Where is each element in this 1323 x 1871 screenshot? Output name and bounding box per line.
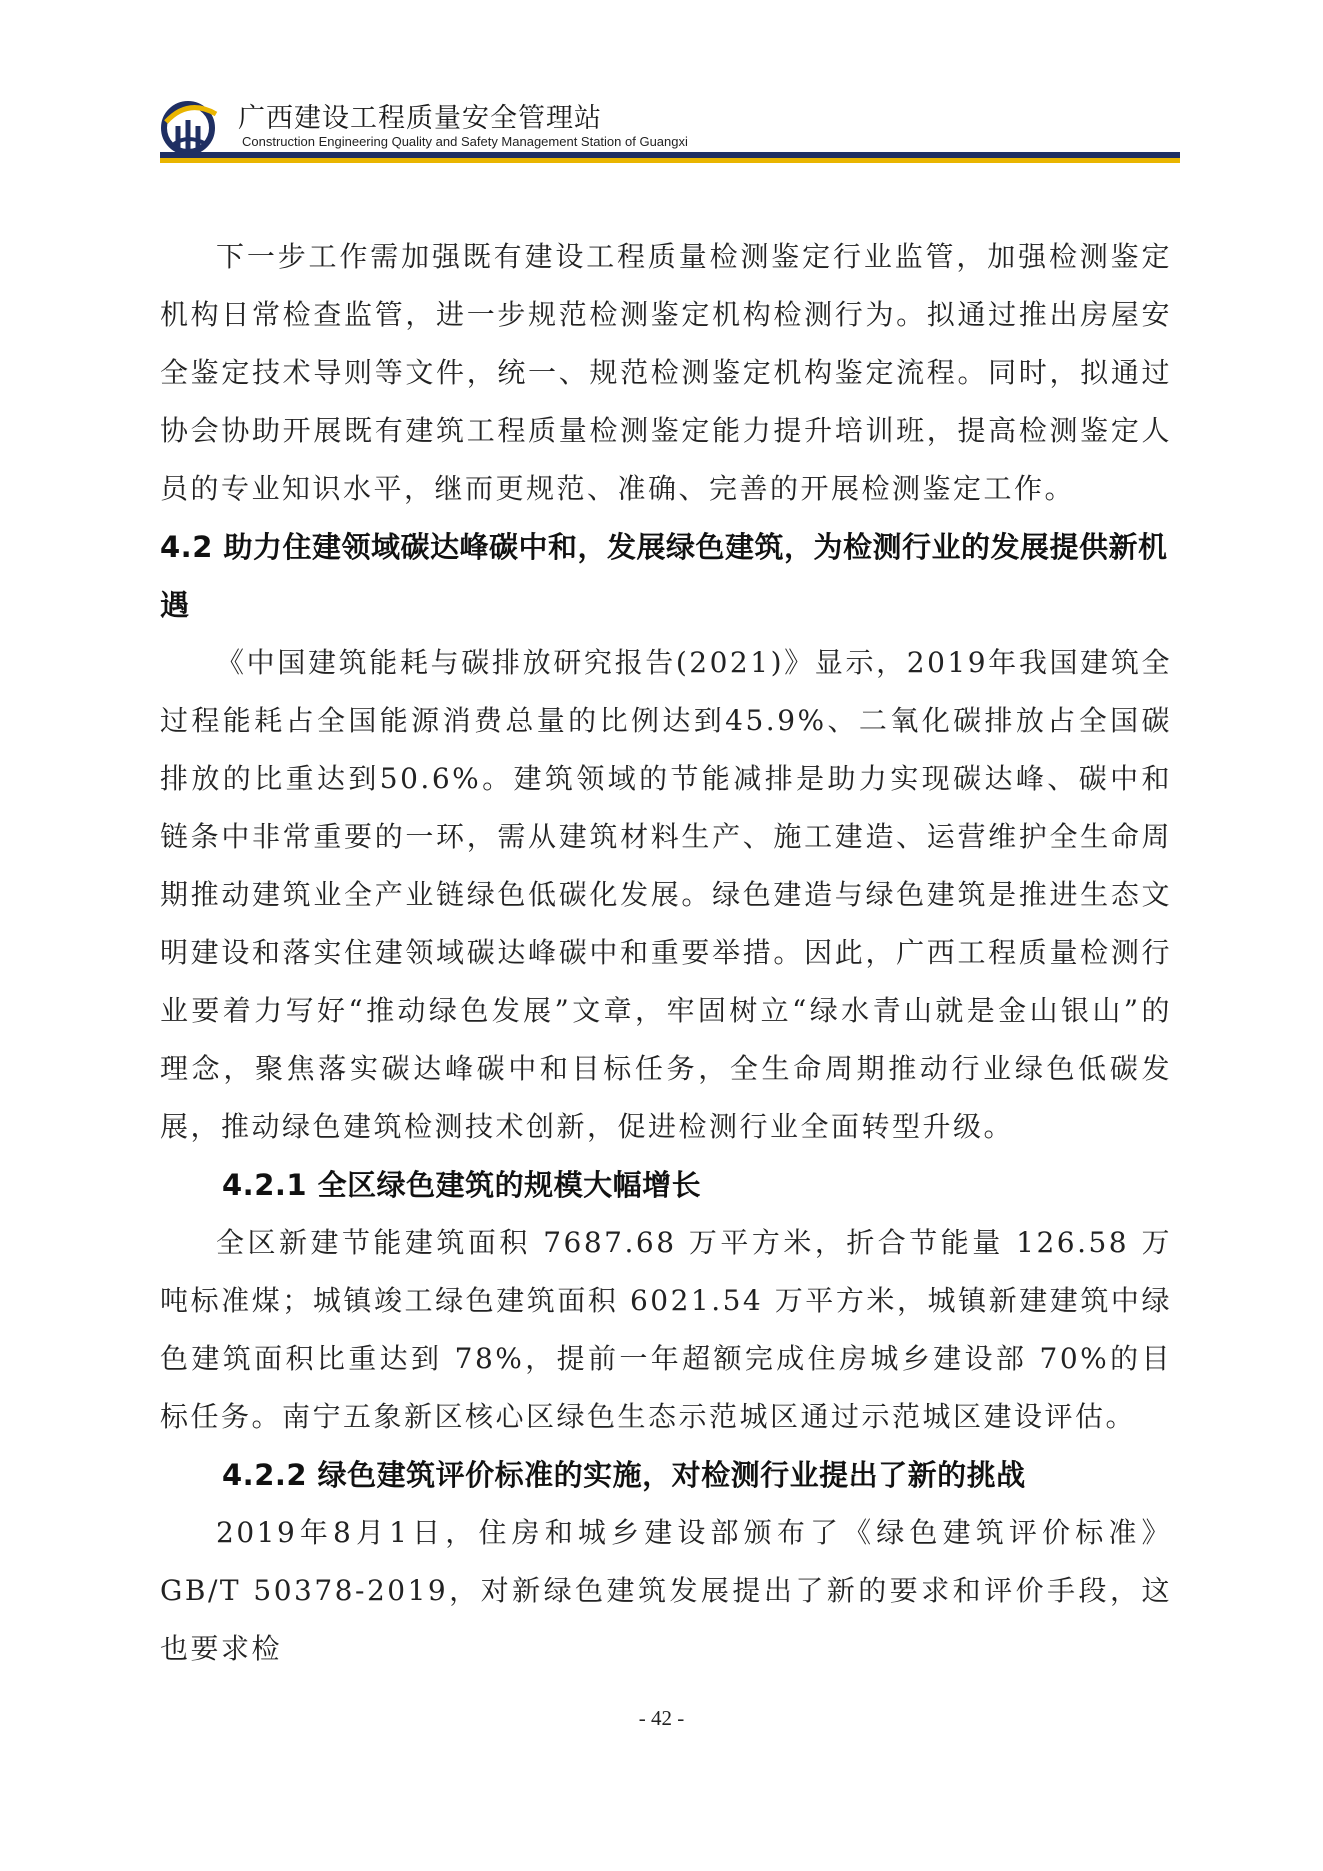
- paragraph: 全区新建节能建筑面积 7687.68 万平方米，折合节能量 126.58 万吨标准煤；城镇竣工绿色建筑面积 6021.54 万平方米，城镇新建建筑中绿色建筑面积比重达到 78%，提前一年超额完成住房城乡建设部 70%的目标任务。南宁五象新区核心区绿色生态示范城区通过示范城区建设评估。: [160, 1226, 1172, 1433]
- subsection-heading: 4.2.2 绿色建筑评价标准的实施，对检测行业提出了新的挑战: [222, 1458, 1026, 1492]
- header-rule-gold: [160, 158, 1180, 163]
- page-header: [160, 92, 1180, 170]
- section-heading: 4.2 助力住建领域碳达峰碳中和，发展绿色建筑，为检测行业的发展提供新机遇: [160, 530, 1168, 622]
- page-content: [160, 228, 1172, 1678]
- paragraph: 《中国建筑能耗与碳排放研究报告(2021)》显示，2019年我国建筑全过程能耗占全国能源消费总量的比例达到45.9%、二氧化碳排放占全国碳排放的比重达到50.6%。建筑领域的节能减排是助力实现碳达峰、碳中和链条中非常重要的一环，需从建筑材料生产、施工建造、运营维护全生命周期推动建筑业全产业链绿色低碳化发展。绿色建造与绿色建筑是推进生态文明建设和落实住建领域碳达峰碳中和重要举措。因此，广西工程质量检测行业要着力写好“推动绿色发展”文章，牢固树立“绿水青山就是金山银山”的理念，聚焦落实碳达峰碳中和目标任务，全生命周期推动行业绿色低碳发展，推动绿色建筑检测技术创新，促进检测行业全面转型升级。: [160, 646, 1172, 1143]
- paragraph: 2019年8月1日，住房和城乡建设部颁布了《绿色建筑评价标准》GB/T 50378-2019，对新绿色建筑发展提出了新的要求和评价手段，这也要求检: [160, 1516, 1172, 1665]
- organization-name-english: Construction Engineering Quality and Safety Management Station of Guangxi: [242, 134, 688, 149]
- subsection-heading: 4.2.1 全区绿色建筑的规模大幅增长: [222, 1168, 702, 1202]
- organization-name: 广西建设工程质量安全管理站: [238, 103, 602, 134]
- page-number: - 42 -: [638, 1706, 685, 1730]
- paragraph: 下一步工作需加强既有建设工程质量检测鉴定行业监管，加强检测鉴定机构日常检查监管，进一步规范检测鉴定机构检测行为。拟通过推出房屋安全鉴定技术导则等文件，统一、规范检测鉴定机构鉴定流程。同时，拟通过协会协助开展既有建筑工程质量检测鉴定能力提升培训班，提高检测鉴定人员的专业知识水平，继而更规范、准确、完善的开展检测鉴定工作。: [160, 240, 1172, 505]
